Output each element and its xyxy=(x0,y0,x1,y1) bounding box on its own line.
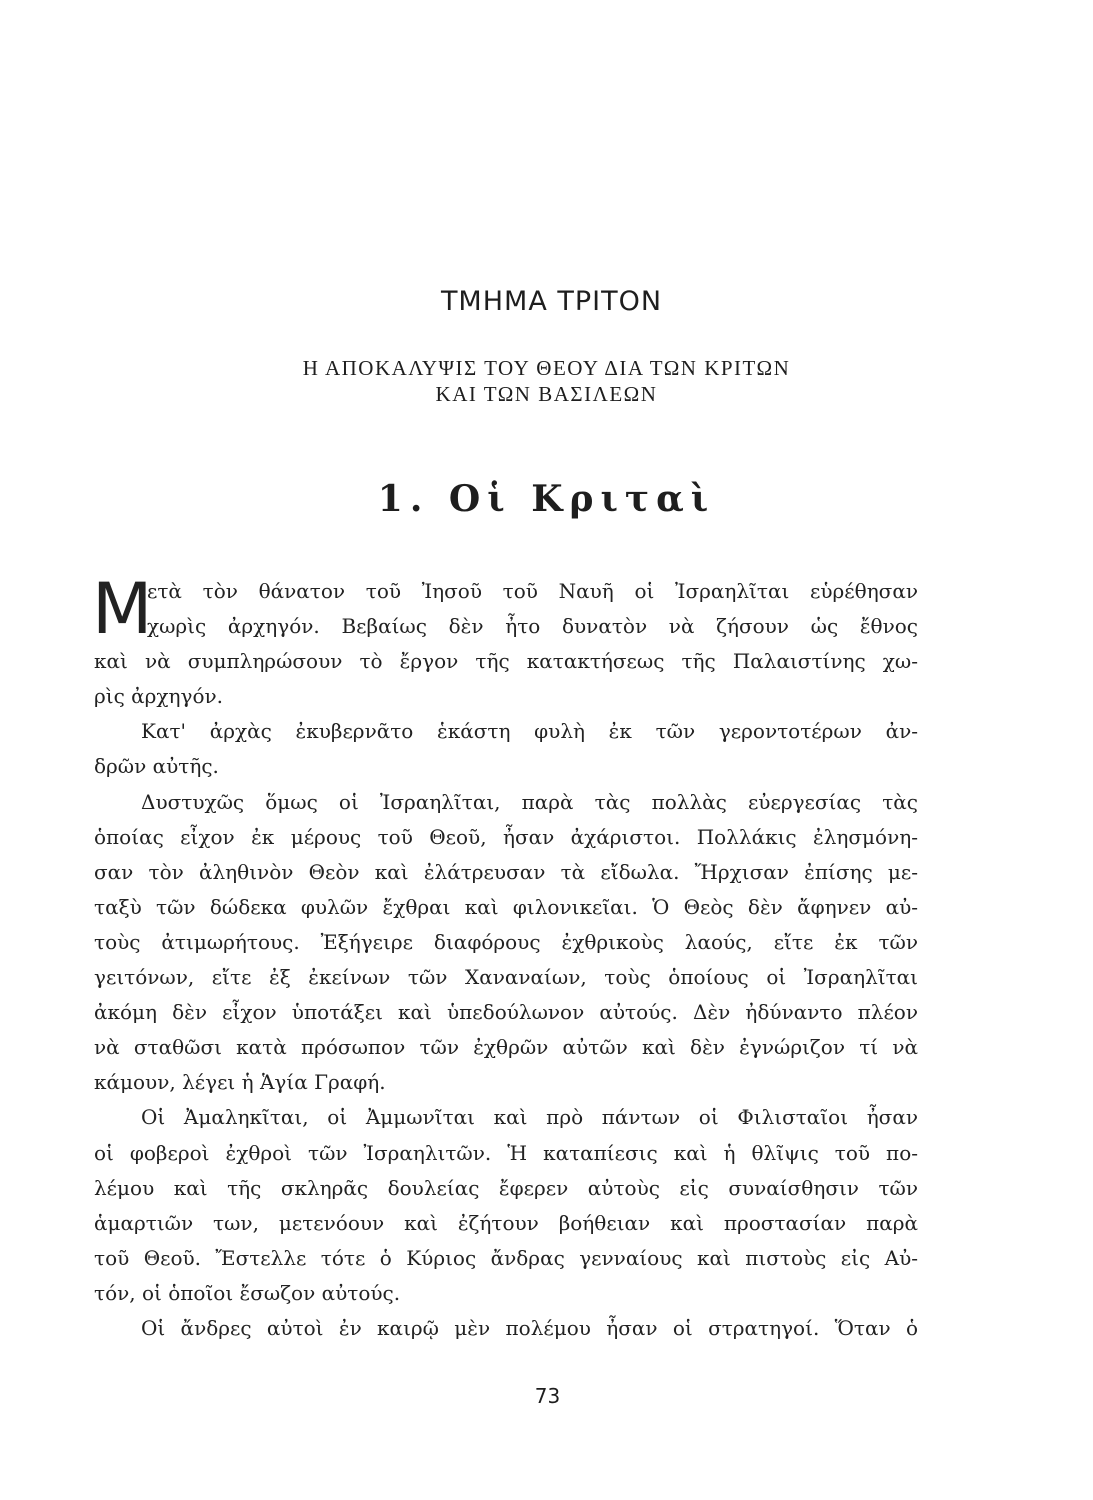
text-line: χωρὶς ἀρχηγόν. Βεβαίως δὲν ἦτο δυνατὸν νὰ ζήσουν ὡς ἔθνος xyxy=(147,614,918,639)
text-line: ὁποίας εἶχον ἐκ μέρους τοῦ Θεοῦ, ἦσαν ἀχάριστοι. Πολλάκις ἐλησμόνη- xyxy=(94,824,918,849)
text-line: Δυστυχῶς ὅμως οἱ Ἰσραηλῖται, παρὰ τὰς πολλὰς εὐεργεσίας τὰς xyxy=(141,789,918,814)
text-line: λέμου καὶ τῆς σκληρᾶς δουλείας ἔφερεν αὐτοὺς εἰς συναίσθησιν τῶν xyxy=(94,1175,918,1200)
text-line: Οἱ Ἀμαληκῖται, οἱ Ἀμμωνῖται καὶ πρὸ πάντων οἱ Φιλισταῖοι ἦσαν xyxy=(141,1105,918,1130)
part-subtitle-line-2: ΚΑΙ ΤΩΝ ΒΑΣΙΛΕΩΝ xyxy=(435,382,658,406)
text-line: οἱ φοβεροὶ ἐχθροὶ τῶν Ἰσραηλιτῶν. Ἡ καταπίεσις καὶ ἡ θλῖψις τοῦ πο- xyxy=(94,1140,918,1165)
chapter-title: 1. Οἱ Κριταὶ xyxy=(377,478,716,520)
page-number: 73 xyxy=(534,1384,561,1408)
text-line: κάμουν, λέγει ἡ Ἁγία Γραφή. xyxy=(94,1070,386,1095)
text-line: δρῶν αὐτῆς. xyxy=(94,754,219,779)
text-line: τόν, οἱ ὁποῖοι ἔσωζον αὐτούς. xyxy=(94,1280,401,1305)
text-line: νὰ σταθῶσι κατὰ πρόσωπον τῶν ἐχθρῶν αὐτῶν καὶ δὲν ἐγνώριζον τί νὰ xyxy=(94,1035,918,1060)
text-line: τοῦ Θεοῦ. Ἔστελλε τότε ὁ Κύριος ἄνδρας γενναίους καὶ πιστοὺς εἰς Αὐ- xyxy=(94,1245,918,1270)
text-line: ἁμαρτιῶν των, μετενόουν καὶ ἐζήτουν βοήθειαν καὶ προστασίαν παρὰ xyxy=(94,1210,918,1235)
text-line: ταξὺ τῶν δώδεκα φυλῶν ἔχθραι καὶ φιλονικεῖαι. Ὁ Θεὸς δὲν ἄφηνεν αὐ- xyxy=(94,894,918,919)
text-line: ἀκόμη δὲν εἶχον ὑποτάξει καὶ ὑπεδούλωνον αὐτούς. Δὲν ἠδύναντο πλέον xyxy=(94,1000,918,1025)
part-subtitle xyxy=(0,355,1093,407)
text-line: καὶ νὰ συμπληρώσουν τὸ ἔργον τῆς κατακτήσεως τῆς Παλαιστίνης χω- xyxy=(94,649,918,674)
body-text xyxy=(92,568,918,1346)
text-line: γειτόνων, εἴτε ἐξ ἐκείνων τῶν Χαναναίων, τοὺς ὁποίους οἱ Ἰσραηλῖται xyxy=(94,965,918,990)
text-line: ετὰ τὸν θάνατον τοῦ Ἰησοῦ τοῦ Ναυῆ οἱ Ἰσραηλῖται εὑρέθησαν xyxy=(147,579,918,603)
text-line: ρὶς ἀρχηγόν. xyxy=(94,684,224,709)
text-line: Κατ' ἀρχὰς ἐκυβερνᾶτο ἑκάστη φυλὴ ἐκ τῶν γεροντοτέρων ἀν- xyxy=(141,719,918,744)
text-line: σαν τὸν ἀληθινὸν Θεὸν καὶ ἐλάτρευσαν τὰ εἴδωλα. Ἤρχισαν ἐπίσης με- xyxy=(94,859,918,884)
part-title: ΤΜΗΜΑ ΤΡΙΤΟΝ xyxy=(440,286,663,317)
drop-cap: Μ xyxy=(92,568,153,650)
part-subtitle-line-1: Η ΑΠΟΚΑΛΥΨΙΣ ΤΟΥ ΘΕΟΥ ΔΙΑ ΤΩΝ ΚΡΙΤΩΝ xyxy=(302,356,791,380)
text-line: τοὺς ἀτιμωρήτους. Ἐξήγειρε διαφόρους ἐχθρικοὺς λαούς, εἴτε ἐκ τῶν xyxy=(94,929,918,954)
text-line: Οἱ ἄνδρες αὐτοὶ ἐν καιρῷ μὲν πολέμου ἦσαν οἱ στρατηγοί. Ὅταν ὁ xyxy=(141,1315,918,1340)
